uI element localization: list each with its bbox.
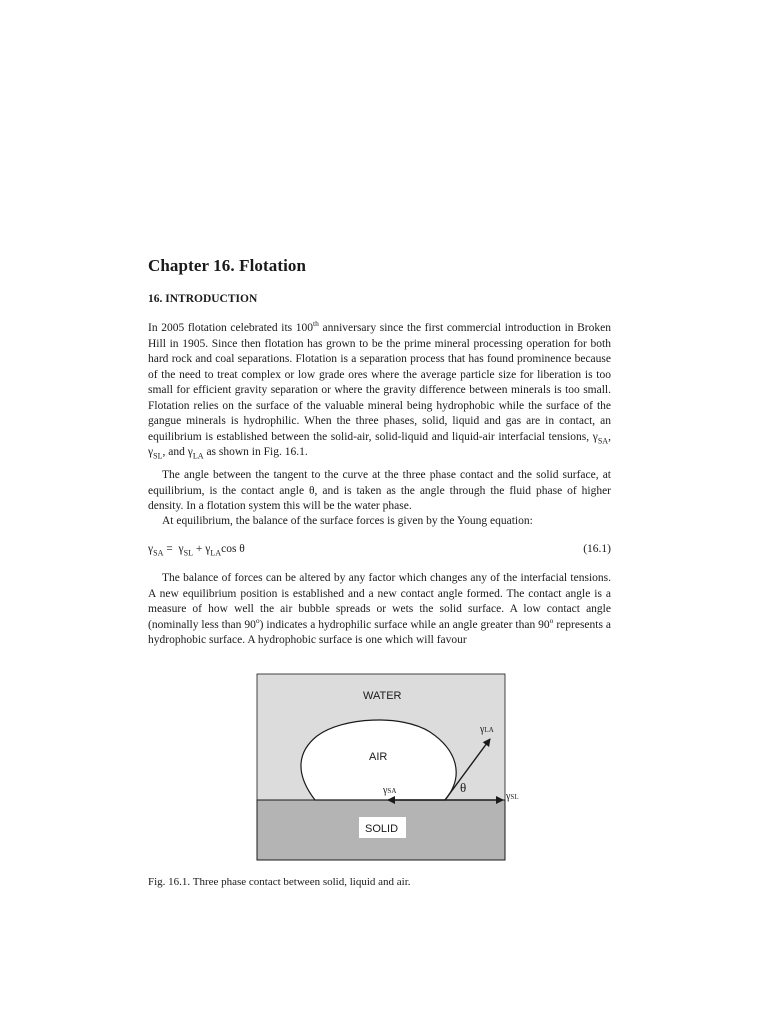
subscript-sa: SA <box>153 548 164 558</box>
gamma-symbol: γ <box>205 543 211 555</box>
separator: , <box>608 430 611 443</box>
young-equation <box>148 543 611 558</box>
gamma-symbol: γ <box>592 430 598 443</box>
subscript-la: LA <box>210 548 222 558</box>
solid-label: SOLID <box>365 823 399 835</box>
paragraph-text: The balance of forces can be altered by any factor which changes any of the interfacial tensions. A new equilibrium position is established and a new contact angle formed. The contact angle is a measure of how well the air bubble spreads or wets the solid surface. A low contact angle (nominally less than 90 <box>148 572 611 631</box>
ordinal-superscript: th <box>313 319 319 329</box>
three-phase-contact-figure <box>257 674 519 860</box>
figure-caption: Fig. 16.1. Three phase contact between solid, liquid and air. <box>148 876 411 888</box>
degree-superscript: o <box>255 615 260 625</box>
chapter-title: Chapter 16. Flotation <box>148 256 307 275</box>
subscript-sa: SA <box>597 435 609 445</box>
paragraph-text: as shown in Fig. 16.1. <box>203 446 308 458</box>
equation-number: (16.1) <box>583 543 611 555</box>
young-equation-intro: At equilibrium, the balance of the surface forces is given by the Young equation: <box>162 515 533 527</box>
subscript-la: LA <box>484 726 494 734</box>
gamma-symbol: γ <box>148 543 154 555</box>
subscript-sa: SA <box>387 787 397 795</box>
separator: , and <box>162 446 188 458</box>
gamma-sa-label <box>382 785 396 796</box>
theta-label: θ <box>460 780 467 795</box>
plus-sign: + <box>193 543 206 555</box>
gamma-la-label <box>479 724 494 735</box>
gamma-symbol: γ <box>480 724 485 735</box>
gamma-symbol: γ <box>178 543 184 555</box>
paragraph-text: In 2005 flotation celebrated its 100 <box>148 322 314 334</box>
equals-sign: = <box>163 543 179 555</box>
subscript-sl: SL <box>510 793 519 801</box>
subscript-sl: SL <box>153 451 163 461</box>
cos-theta: cos θ <box>221 543 245 555</box>
gamma-symbol: γ <box>148 446 154 458</box>
air-label: AIR <box>369 751 388 763</box>
paragraph-text: represents a hydrophobic surface. A hydrophobic surface is one which will favour <box>148 618 612 646</box>
subscript-la: LA <box>192 451 204 461</box>
water-label: WATER <box>363 690 402 702</box>
gamma-sl-label <box>505 791 519 802</box>
gamma-symbol: γ <box>506 791 511 802</box>
subscript-sl: SL <box>183 548 194 558</box>
paragraph-text: ) indicates a hydrophilic surface while an angle greater than 90 <box>259 618 550 631</box>
figure-diagram <box>257 674 519 860</box>
intro-paragraph <box>148 321 611 461</box>
paragraph-text: anniversary since the first commercial introduction in Broken Hill in 1905. Since then flotation has grown to be the prime mineral processing operation for both hard rock and coal separations. Flotation is a separation process that has found prominence because of the need to treat complex or low grade ores where the average particle size for liberation is too small for efficient gravity separation or where the gravity difference between minerals is too small. Flotation relies on the surface of the valuable mineral being hydrophobic while the surface of the gangue minerals is hydrophilic. When the three phases, solid, liquid and gas are in contact, an equilibrium is established between the solid-air, solid-liquid and liquid-air interfacial tensions, <box>148 322 611 443</box>
contact-angle-paragraph: The angle between the tangent to the curve at the three phase contact and the solid surface, at equilibrium, is the contact angle θ, and is taken as the angle through the fluid phase of higher density. In a flotation system this will be the water phase. <box>148 469 611 512</box>
section-heading: 16. INTRODUCTION <box>148 293 258 305</box>
degree-superscript: o <box>549 615 554 625</box>
gamma-symbol: γ <box>383 785 388 796</box>
balance-of-forces-paragraph <box>148 571 611 649</box>
gamma-symbol: γ <box>187 446 193 458</box>
